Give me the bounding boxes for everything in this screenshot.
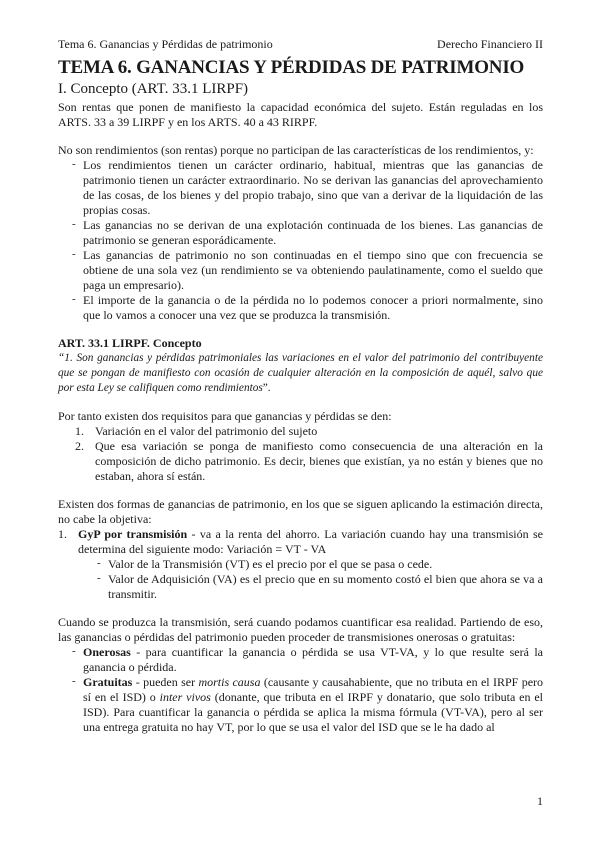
article-quote: “1. Son ganancias y pérdidas patrimoniales las variaciones en el valor del patrimonio del contribuyente que se pongan de manifiesto con ocasión de cualquier alteración en la composición de aquél, salvo que por esta Ley se califiquen como rendimientos”. [58,352,543,394]
page-number: 1 [537,794,543,808]
list-item: - Onerosas - para cuantificar la ganancia o pérdida se usa VT-VA, y lo que resulte será la ganancia o pérdida. [83,645,543,675]
list-item: - Las ganancias no se derivan de una explotación continuada de los bienes. Las ganancias de patrimonio se generan esporádicamente. [83,218,543,248]
header-left: Tema 6. Ganancias y Pérdidas de patrimonio [58,37,273,51]
requisitos-list [58,424,543,484]
rendimientos-paragraph: No son rendimientos (son rentas) porque no participan de las características de los rendimientos, y: [58,143,534,157]
requisitos-intro: Por tanto existen dos requisitos para que ganancias y pérdidas se den: [58,409,392,423]
list-item: - Gratuitas - pueden ser mortis causa (causante y causahabiente, que no tributa en el IRPF pero sí en el ISD) o inter vivos (donante, que tributa en el IRPF y donatario, que solo tributa en el ISD). Para cuantificar la ganancia o pérdida se aplica la misma fórmula (VT-VA), pero al ser una entrega gratuita no hay VT, por lo que se usa el valor del ISD que se le ha dado al [83,675,543,735]
list-item: - Las ganancias de patrimonio no son continuadas en el tiempo sino que con frecuencia se obtiene de una sola vez (un rendimiento se va obteniendo paulatinamente, como el sueldo que paga un empresario). [83,248,543,293]
formas-list [58,527,543,602]
valores-list [78,557,543,602]
list-item: 2. Que esa variación se ponga de manifiesto como consecuencia de una alteración en la composición de dicho patrimonio. Es decir, bienes que existían, ya no están y bienes que no estaban, ahora sí están. [75,439,543,483]
article-heading: ART. 33.1 LIRPF. Concepto [58,336,202,350]
list-item: - El importe de la ganancia o de la pérdida no lo podemos conocer a priori normalmente, sino que lo vamos a conocer una vez que se produzca la transmisión. [83,293,543,323]
list-item: - Los rendimientos tienen un carácter ordinario, habitual, mientras que las ganancias de patrimonio tienen un carácter extraordinario. No se derivan las ganancias del aprovechamiento de las cosas, de los bienes y del propio trabajo, sino que van a derivar de la liquidación de las propias cosas. [83,158,543,218]
intro-paragraph: Son rentas que ponen de manifiesto la capacidad económica del sujeto. Están reguladas en los ARTS. 33 a 39 LIRPF y en los ARTS. 40 a 43 RIRPF. [58,100,543,129]
transmision-intro: Cuando se produzca la transmisión, será cuando podamos cuantificar esa realidad. Partiendo de eso, las ganancias o pérdidas del patrimonio pueden proceder de transmisiones onerosas o gratuitas: [58,615,543,644]
transmision-list [58,645,543,735]
list-item: 1. GyP por transmisión - va a la renta del ahorro. La variación cuando hay una transmisión se determina del siguiente modo: Variación = VT - VA - Valor de la Transmisión (VT) es el precio por el que se pasa o cede. - Valor de Adquisición (VA) es el precio que en su momento costó el bien que ahora se va a transmitir. [78,527,543,602]
header-right: Derecho Financiero II [437,37,543,51]
page-title: TEMA 6. GANANCIAS Y PÉRDIDAS DE PATRIMONIO [58,57,525,78]
rendimientos-list [58,158,543,323]
list-item: - Valor de Adquisición (VA) es el precio que en su momento costó el bien que ahora se va a transmitir. [108,572,543,602]
list-item: - Valor de la Transmisión (VT) es el precio por el que se pasa o cede. [108,557,543,572]
formas-intro: Existen dos formas de ganancias de patrimonio, en los que se siguen aplicando la estimación directa, no cabe la objetiva: [58,497,543,526]
page-content [58,58,543,735]
section-heading-concepto: I. Concepto (ART. 33.1 LIRPF) [58,81,249,97]
list-item: 1. Variación en el valor del patrimonio del sujeto [75,424,318,438]
